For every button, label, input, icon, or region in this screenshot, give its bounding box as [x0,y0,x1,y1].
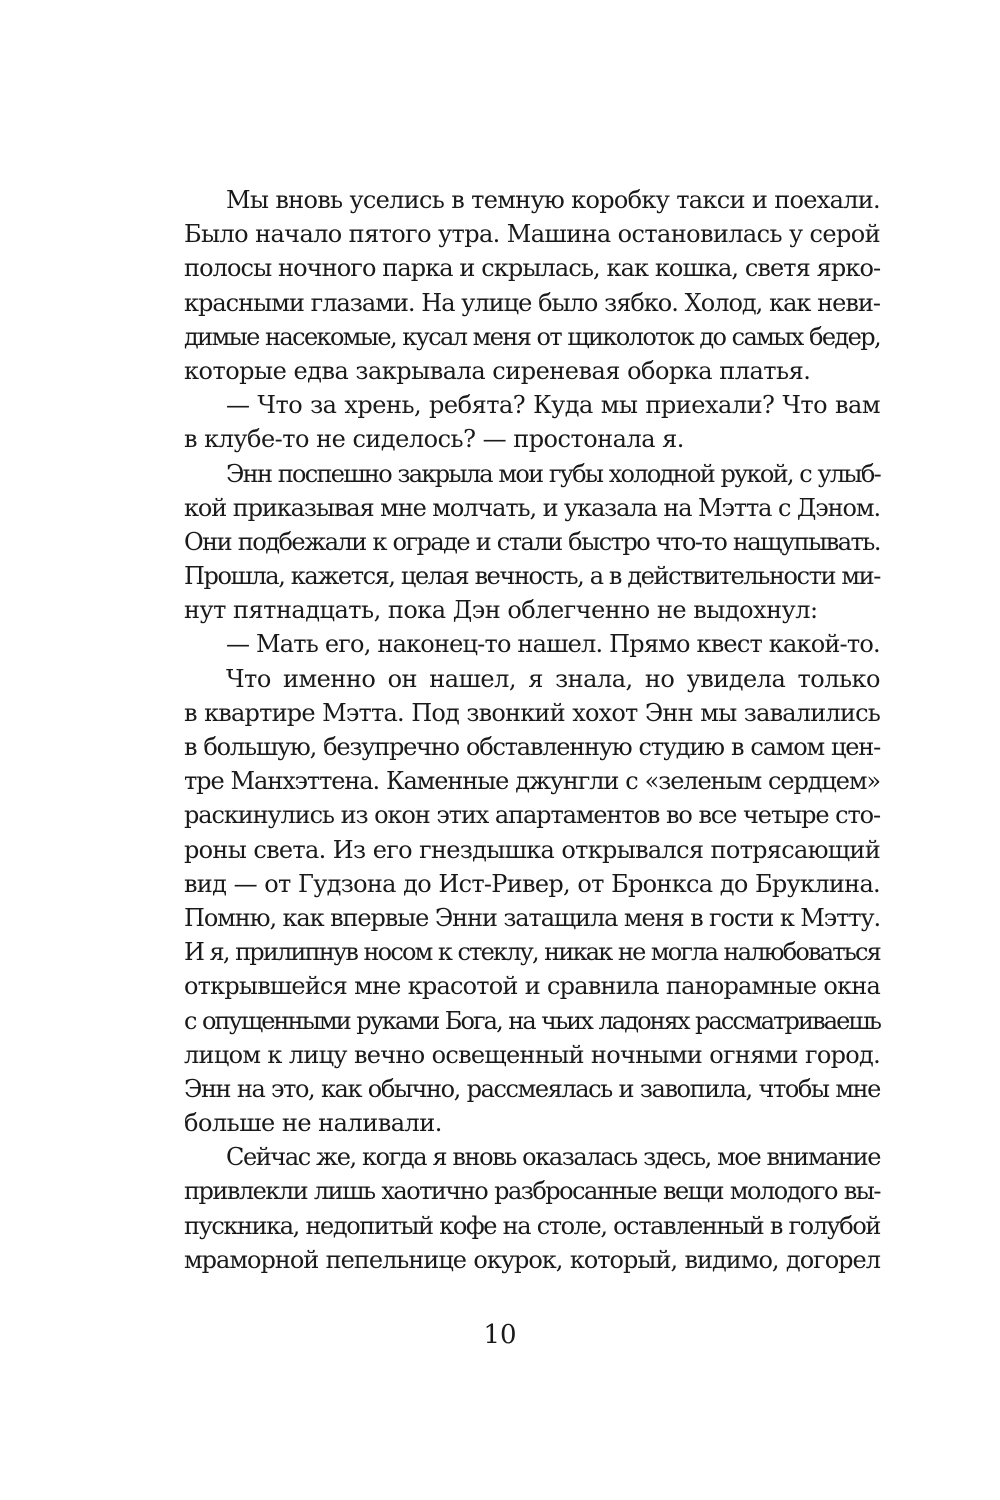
text-line: красными глазами. На улице было зябко. Холод, как неви- [184,288,880,317]
text-line: раскинулись из окон этих апартаментов во все четыре сто- [184,801,880,830]
text-line: полосы ночного парка и скрылась, как кошка, светя ярко- [184,254,881,283]
body-text [184,183,880,1277]
text-line: Прошла, кажется, целая вечность, а в действительности ми- [184,562,880,591]
text-line: — Мать его, наконец-то нашел. Прямо квест какой-то. [226,630,880,659]
text-line: Что именно он нашел, я знала, но увидела только [226,664,880,693]
text-line: тре Манхэттена. Каменные джунгли с «зеленым сердцем» [184,767,880,796]
text-line: Помню, как впервые Энни затащила меня в гости к Мэтту. [184,903,880,932]
text-line: кой приказывая мне молчать, и указала на Мэтта с Дэном. [184,493,880,522]
text-line: с опущенными руками Бога, на чьих ладонях рассматриваешь [184,1006,880,1035]
text-line: роны света. Из его гнездышка открывался потрясающий [184,835,880,864]
text-line: которые едва закрывала сиреневая оборка платья. [184,356,811,385]
text-line: в квартире Мэтта. Под звонкий хохот Энн мы завалились [184,698,880,727]
page-number: 10 [483,1320,517,1350]
text-line: больше не наливали. [184,1109,442,1138]
text-line: — Что за хрень, ребята? Куда мы приехали? Что вам [226,391,880,420]
text-line: Они подбежали к ограде и стали быстро что-то нащупывать. [184,527,880,556]
text-line: димые насекомые, кусал меня от щиколоток до самых бедер, [184,322,880,351]
text-line: пускника, недопитый кофе на столе, оставленный в голубой [184,1211,880,1240]
text-line: Энн на это, как обычно, рассмеялась и завопила, чтобы мне [184,1074,880,1103]
text-line: вид — от Гудзона до Ист-Ривер, от Бронкса до Бруклина. [184,869,880,898]
text-line: открывшейся мне красотой и сравнила панорамные окна [184,972,880,1001]
text-line: в большую, безупречно обставленную студию в самом цен- [184,733,880,761]
text-line: лицом к лицу вечно освещенный ночными огнями город. [184,1040,880,1069]
text-line: в клубе-то не сиделось? — простонала я. [184,425,684,454]
text-line: Было начало пятого утра. Машина остановилась у серой [184,220,880,249]
text-line: привлекли лишь хаотично разбросанные вещи молодого вы- [184,1177,880,1206]
text-line: Сейчас же, когда я вновь оказалась здесь, мое внимание [226,1143,880,1172]
text-line: мраморной пепельнице окурок, который, видимо, догорел [184,1245,880,1274]
text-line: нут пятнадцать, пока Дэн облегченно не выдохнул: [184,596,818,625]
text-line: И я, прилипнув носом к стеклу, никак не могла налюбоваться [184,938,880,967]
text-line: Энн поспешно закрыла мои губы холодной рукой, с улыб- [226,459,880,488]
text-line: Мы вновь уселись в темную коробку такси и поехали. [226,186,880,214]
